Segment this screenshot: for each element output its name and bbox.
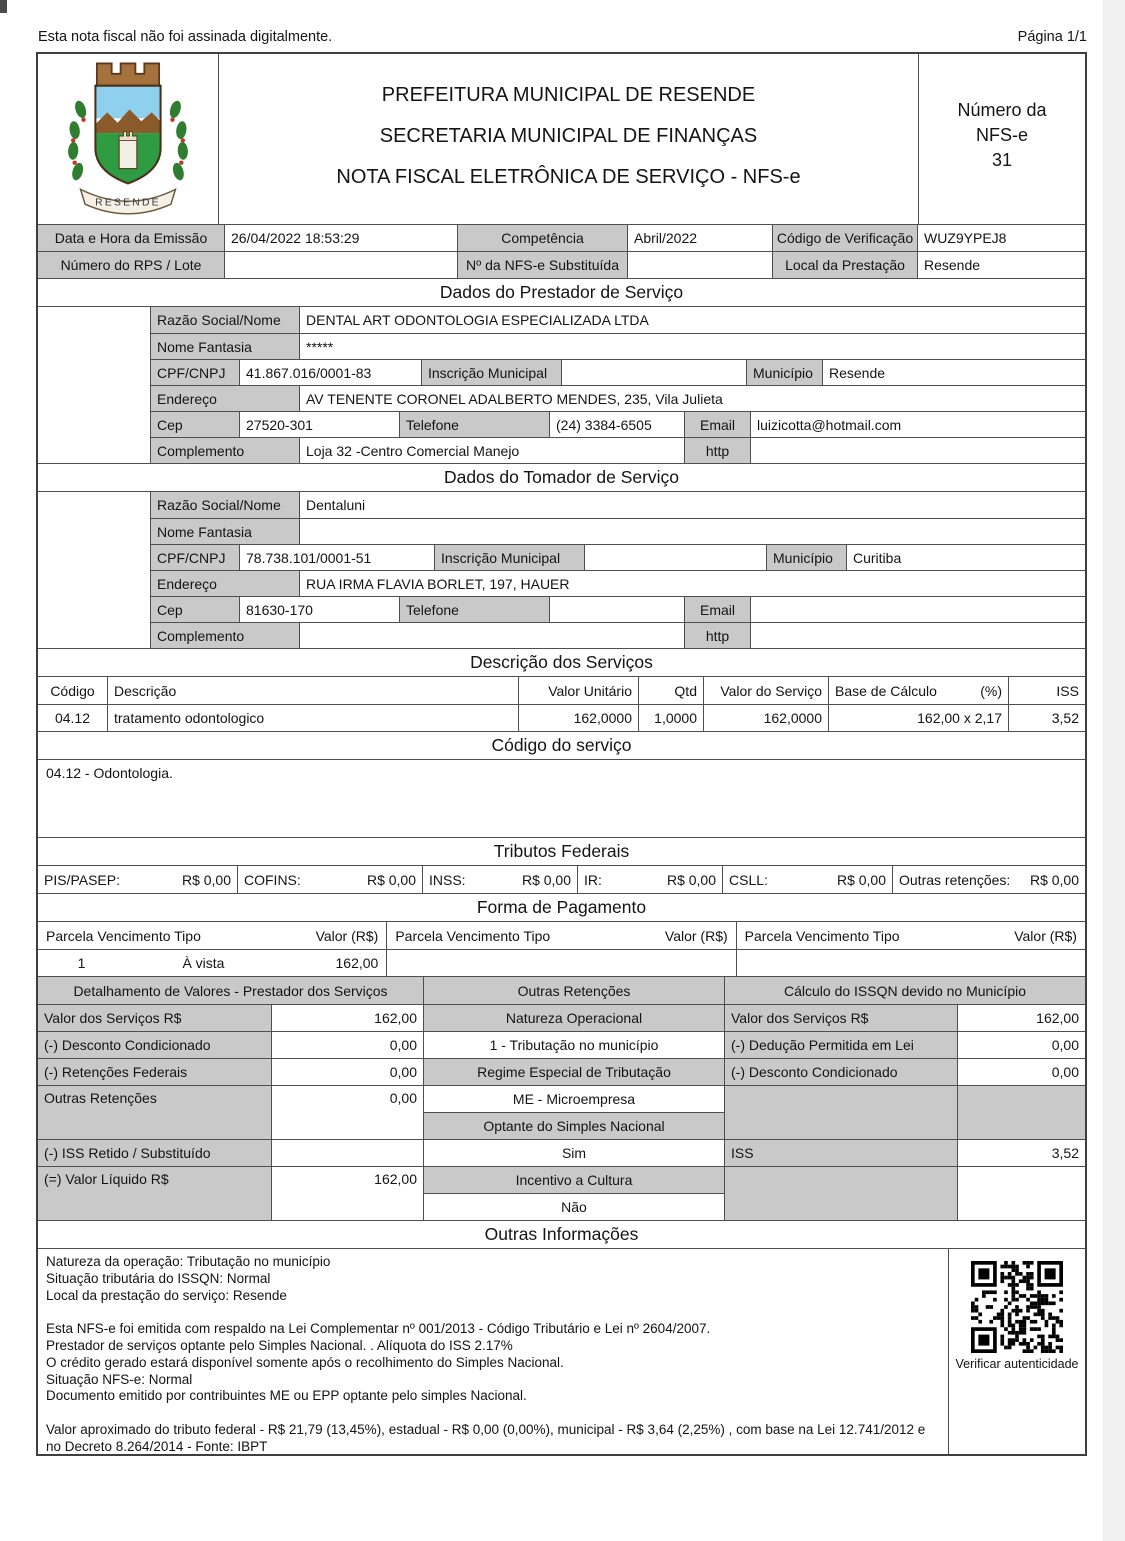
tributo-value: R$ 0,00 <box>1029 871 1079 888</box>
pagamento-data-row <box>38 949 1085 976</box>
tributo-value: R$ 0,00 <box>666 871 716 888</box>
email-value: luizicotta@hotmail.com <box>750 412 1085 437</box>
tributo-value: R$ 0,00 <box>181 871 231 888</box>
municipio-label: Município <box>746 360 822 385</box>
pagamento-header-group <box>736 922 1085 949</box>
document-title: NOTA FISCAL ELETRÔNICA DE SERVIÇO - NFS-e <box>336 166 801 188</box>
table-row <box>151 411 1085 437</box>
razao-label: Razão Social/Nome <box>151 307 299 333</box>
value-cell <box>957 1167 1085 1220</box>
fantasia-value: ***** <box>299 334 1085 359</box>
pagamento-section-title <box>38 893 1085 921</box>
col-header-iss: ISS <box>1008 677 1085 704</box>
tributo-value: R$ 0,00 <box>836 871 886 888</box>
fantasia-value <box>299 519 1085 544</box>
crest-banner-text: RESENDE <box>95 197 161 209</box>
info-line <box>46 1405 940 1422</box>
outras-retencoes-column <box>423 977 724 1220</box>
info-line: Documento emitido por contribuintes ME ou EPP optante pelo simples Nacional. <box>46 1388 527 1404</box>
table-row <box>151 518 1085 544</box>
base-calculo-text: Base de Cálculo <box>835 682 937 699</box>
municipality-title: PREFEITURA MUNICIPAL DE RESENDE <box>381 84 756 106</box>
codigo-servico-box <box>38 759 1085 837</box>
servico-base-calculo: 162,00 x 2,17 <box>828 705 1008 731</box>
pagamento-header-group <box>38 922 386 949</box>
label-cell: Valor dos Serviços R$ <box>725 1005 957 1031</box>
complemento-value: Loja 32 -Centro Comercial Manejo <box>299 438 684 463</box>
table-row <box>725 1031 1085 1058</box>
value-cell <box>271 1140 423 1166</box>
section-title-text: Forma de Pagamento <box>476 897 647 917</box>
razao-value: DENTAL ART ODONTOLOGIA ESPECIALIZADA LTDA <box>299 307 1085 333</box>
tributo-cell <box>422 866 577 893</box>
parcela-value: 1 <box>77 955 86 971</box>
tributo-value: R$ 0,00 <box>366 871 416 888</box>
nfse-number-label-2: NFS-e <box>975 125 1028 145</box>
cnpj-label: CPF/CNPJ <box>151 360 239 385</box>
value-cell <box>957 1086 1085 1139</box>
label-cell: (-) Retenções Federais <box>38 1059 271 1085</box>
tributos-row <box>38 865 1085 893</box>
label-cell: (-) ISS Retido / Substituído <box>38 1140 271 1166</box>
endereco-value: AV TENENTE CORONEL ADALBERTO MENDES, 235, Vila Julieta <box>299 386 1085 411</box>
table-row: Regime Especial de Tributação <box>424 1058 724 1085</box>
endereco-label: Endereço <box>151 571 299 596</box>
municipio-value: Resende <box>822 360 1085 385</box>
cnpj-value: 78.738.101/0001-51 <box>239 545 434 570</box>
nfse-number-label-1: Número da <box>957 100 1047 120</box>
col-header-valor-servico: Valor do Serviço <box>703 677 828 704</box>
info-line: Esta NFS-e foi emitida com respaldo na Lei Complementar nº 001/2013 - Código Tributário e Lei nº 2604/2007. <box>46 1321 711 1337</box>
tributo-label: Outras retenções: <box>899 871 1011 888</box>
value-cell: 162,00 <box>271 1005 423 1031</box>
cep-value: 27520-301 <box>239 412 399 437</box>
section-title-text: Dados do Tomador de Serviço <box>443 467 680 487</box>
table-row <box>151 570 1085 596</box>
col-header-qtd: Qtd <box>638 677 703 704</box>
invoice-document <box>36 52 1087 1456</box>
tomador-section <box>38 491 1085 648</box>
pagamento-data-group <box>736 950 1085 976</box>
valor-header: Valor (R$) <box>664 927 728 944</box>
info-line: Local da prestação do serviço: Resende <box>46 1287 287 1303</box>
verification-code-value: WUZ9YPEJ8 <box>917 225 1085 251</box>
table-row <box>151 492 1085 518</box>
complemento-label: Complemento <box>151 438 299 463</box>
label-cell: Outras Retenções <box>38 1086 271 1139</box>
competencia-label: Competência <box>457 225 627 251</box>
logo-cell <box>38 54 218 224</box>
complemento-label: Complemento <box>151 623 299 648</box>
table-row: 1 - Tributação no município <box>424 1031 724 1058</box>
table-row <box>38 1166 423 1220</box>
section-title-text: Descrição dos Serviços <box>470 652 653 672</box>
cep-value: 81630-170 <box>239 597 399 622</box>
section-title-text: Outras Informações <box>484 1224 639 1244</box>
table-row <box>38 1031 423 1058</box>
issqn-column <box>724 977 1085 1220</box>
table-row <box>725 1058 1085 1085</box>
header-titles <box>218 54 918 224</box>
label-cell <box>725 1086 957 1139</box>
info-line: O crédito gerado estará disponível somente após o recolhimento do Simples Nacional. <box>46 1354 564 1370</box>
servico-data-row <box>38 704 1085 731</box>
table-row <box>151 385 1085 411</box>
left-spacer <box>38 307 150 463</box>
table-row <box>725 1166 1085 1220</box>
table-row <box>38 1004 423 1031</box>
value-cell: 162,00 <box>957 1005 1085 1031</box>
table-row: Natureza Operacional <box>424 1004 724 1031</box>
servico-valor: 162,0000 <box>703 705 828 731</box>
label-cell: (-) Dedução Permitida em Lei <box>725 1032 957 1058</box>
outras-informacoes-text <box>38 1249 948 1454</box>
table-row: Não <box>424 1193 724 1220</box>
servico-descricao: tratamento odontologico <box>107 705 518 731</box>
cnpj-value: 41.867.016/0001-83 <box>239 360 421 385</box>
pagamento-header-group <box>386 922 735 949</box>
parcela-header: Parcela Vencimento Tipo <box>395 927 551 944</box>
table-row <box>151 359 1085 385</box>
tributo-cell <box>722 866 892 893</box>
telefone-label: Telefone <box>399 412 549 437</box>
table-row <box>151 333 1085 359</box>
substituida-label: Nº da NFS-e Substituída <box>457 252 627 278</box>
nfse-number-box <box>918 54 1085 224</box>
emission-date-value: 26/04/2022 18:53:29 <box>224 225 457 251</box>
tributo-cell <box>577 866 722 893</box>
top-note-bar <box>38 29 1087 45</box>
inscricao-value <box>561 360 746 385</box>
value-cell: 0,00 <box>957 1059 1085 1085</box>
info-line: Situação NFS-e: Normal <box>46 1371 193 1387</box>
fantasia-label: Nome Fantasia <box>151 519 299 544</box>
table-row <box>38 1139 423 1166</box>
nfse-number-value: 31 <box>991 150 1013 170</box>
table-row <box>151 437 1085 463</box>
page-corner-mark <box>0 0 7 13</box>
complemento-value <box>299 623 684 648</box>
valor-header: Valor (R$) <box>315 927 379 944</box>
email-label: Email <box>684 597 750 622</box>
inscricao-label: Inscrição Municipal <box>421 360 561 385</box>
resende-coat-of-arms-icon <box>53 59 203 219</box>
value-cell: 0,00 <box>271 1032 423 1058</box>
label-cell: ISS <box>725 1140 957 1166</box>
info-line: Valor aproximado do tributo federal - R$ 21,79 (13,45%), estadual - R$ 0,00 (0,00%), municipal - R$ 3,64 (2,25%) , com base na Lei 12.741/2012 e no Decreto 8.264/2014 - Fonte: IBPT <box>46 1421 926 1454</box>
emission-info-row-1 <box>38 224 1085 251</box>
page-right-margin <box>1103 0 1125 1541</box>
http-label: http <box>684 438 750 463</box>
value-cell: 0,00 <box>271 1086 423 1139</box>
emission-info-row-2 <box>38 251 1085 278</box>
razao-label: Razão Social/Nome <box>151 492 299 518</box>
col-header-descricao: Descrição <box>107 677 518 704</box>
http-value <box>750 438 1085 463</box>
parcela-header: Parcela Vencimento Tipo <box>46 927 201 944</box>
table-row: Incentivo a Cultura <box>424 1166 724 1193</box>
email-label: Email <box>684 412 750 437</box>
prestador-section-title <box>38 278 1085 306</box>
parcela-header: Parcela Vencimento Tipo <box>744 927 900 944</box>
substituida-value <box>627 252 772 278</box>
outras-informacoes-box <box>38 1248 1085 1454</box>
value-cell: 3,52 <box>957 1140 1085 1166</box>
value-cell: 0,00 <box>271 1059 423 1085</box>
cnpj-label: CPF/CNPJ <box>151 545 239 570</box>
col-header-codigo: Código <box>50 682 95 699</box>
tributo-cell <box>38 866 237 893</box>
table-row: Sim <box>424 1139 724 1166</box>
cep-label: Cep <box>151 597 239 622</box>
servicos-header-row <box>38 676 1085 704</box>
endereco-label: Endereço <box>151 386 299 411</box>
info-line: Prestador de serviços optante pelo Simples Nacional. . Alíquota do ISS 2.17% <box>46 1337 513 1353</box>
label-cell: (=) Valor Líquido R$ <box>38 1167 271 1220</box>
value-cell: 0,00 <box>957 1032 1085 1058</box>
table-row <box>151 307 1085 333</box>
tipo-value: À vista <box>182 955 225 971</box>
info-line <box>46 1304 940 1321</box>
tomador-section-title <box>38 463 1085 491</box>
left-spacer <box>38 492 150 648</box>
pagamento-data-group <box>38 950 386 976</box>
local-prestacao-value: Resende <box>917 252 1085 278</box>
col-header-valor-unitario: Valor Unitário <box>518 677 638 704</box>
pagamento-header-row <box>38 921 1085 949</box>
local-prestacao-label: Local da Prestação <box>772 252 917 278</box>
cep-label: Cep <box>151 412 239 437</box>
secretariat-title: SECRETARIA MUNICIPAL DE FINANÇAS <box>379 125 758 147</box>
tributo-label: COFINS: <box>244 871 301 888</box>
tributo-value: R$ 0,00 <box>521 871 571 888</box>
label-cell: (-) Desconto Condicionado <box>38 1032 271 1058</box>
tributo-cell <box>237 866 422 893</box>
column-title: Cálculo do ISSQN devido no Município <box>725 977 1085 1004</box>
table-row <box>725 1139 1085 1166</box>
table-row <box>725 1004 1085 1031</box>
info-line: Situação tributária do ISSQN: Normal <box>46 1270 271 1286</box>
inscricao-label: Inscrição Municipal <box>434 545 584 570</box>
servico-codigo: 04.12 <box>54 710 91 726</box>
codigo-servico-value: 04.12 - Odontologia. <box>46 765 173 781</box>
telefone-value <box>549 597 684 622</box>
outras-informacoes-title <box>38 1220 1085 1248</box>
document-header <box>38 54 1085 224</box>
section-title-text: Tributos Federais <box>493 841 630 861</box>
servico-valor-unitario: 162,0000 <box>518 705 638 731</box>
label-cell <box>725 1167 957 1220</box>
column-title: Outras Retenções <box>424 977 724 1004</box>
section-title-text: Código do serviço <box>491 735 632 755</box>
table-row: ME - Microempresa <box>424 1085 724 1112</box>
http-value <box>750 623 1085 648</box>
prestador-section <box>38 306 1085 463</box>
verification-code-label: Código de Verificação <box>772 225 917 251</box>
municipio-label: Município <box>766 545 846 570</box>
pagamento-data-group <box>386 950 735 976</box>
table-row <box>151 596 1085 622</box>
detalhamento-section <box>38 976 1085 1220</box>
value-cell: 162,00 <box>271 1167 423 1220</box>
table-row <box>151 622 1085 648</box>
base-calculo-pct: (%) <box>980 682 1002 699</box>
table-row <box>38 1085 423 1139</box>
table-row <box>725 1085 1085 1139</box>
col-header-base-calculo <box>828 677 1008 704</box>
rps-label: Número do RPS / Lote <box>38 252 224 278</box>
page-indicator: Página 1/1 <box>1017 29 1087 45</box>
tributos-section-title <box>38 837 1085 865</box>
codigo-servico-title <box>38 731 1085 759</box>
detalhamento-valores-column <box>38 977 423 1220</box>
tributo-label: IR: <box>584 871 602 888</box>
municipio-value: Curitiba <box>846 545 1085 570</box>
label-cell: Valor dos Serviços R$ <box>38 1005 271 1031</box>
label-cell: (-) Desconto Condicionado <box>725 1059 957 1085</box>
fantasia-label: Nome Fantasia <box>151 334 299 359</box>
inscricao-value <box>584 545 766 570</box>
email-value <box>750 597 1085 622</box>
tributo-label: INSS: <box>429 871 466 888</box>
emission-date-label: Data e Hora da Emissão <box>38 225 224 251</box>
table-row <box>151 544 1085 570</box>
column-title: Detalhamento de Valores - Prestador dos Serviços <box>38 977 423 1004</box>
tributo-label: CSLL: <box>729 871 768 888</box>
digital-signature-note: Esta nota fiscal não foi assinada digitalmente. <box>38 29 333 45</box>
authenticity-cell <box>948 1249 1085 1454</box>
section-title-text: Dados do Prestador de Serviço <box>439 282 684 302</box>
valor-value: 162,00 <box>335 955 379 971</box>
valor-header: Valor (R$) <box>1014 927 1077 944</box>
telefone-label: Telefone <box>399 597 549 622</box>
servico-iss: 3,52 <box>1008 705 1085 731</box>
qr-caption: Verificar autenticidade <box>955 1357 1079 1371</box>
qr-code-icon <box>971 1261 1063 1353</box>
endereco-value: RUA IRMA FLAVIA BORLET, 197, HAUER <box>299 571 1085 596</box>
http-label: http <box>684 623 750 648</box>
table-row: Optante do Simples Nacional <box>424 1112 724 1139</box>
tributo-cell <box>892 866 1085 893</box>
competencia-value: Abril/2022 <box>627 225 772 251</box>
rps-value <box>224 252 457 278</box>
servico-qtd: 1,0000 <box>638 705 703 731</box>
tributo-label: PIS/PASEP: <box>44 871 120 888</box>
telefone-value: (24) 3384-6505 <box>549 412 684 437</box>
razao-value: Dentaluni <box>299 492 1085 518</box>
table-row <box>38 1058 423 1085</box>
info-line: Natureza da operação: Tributação no município <box>46 1254 331 1269</box>
servicos-section-title <box>38 648 1085 676</box>
